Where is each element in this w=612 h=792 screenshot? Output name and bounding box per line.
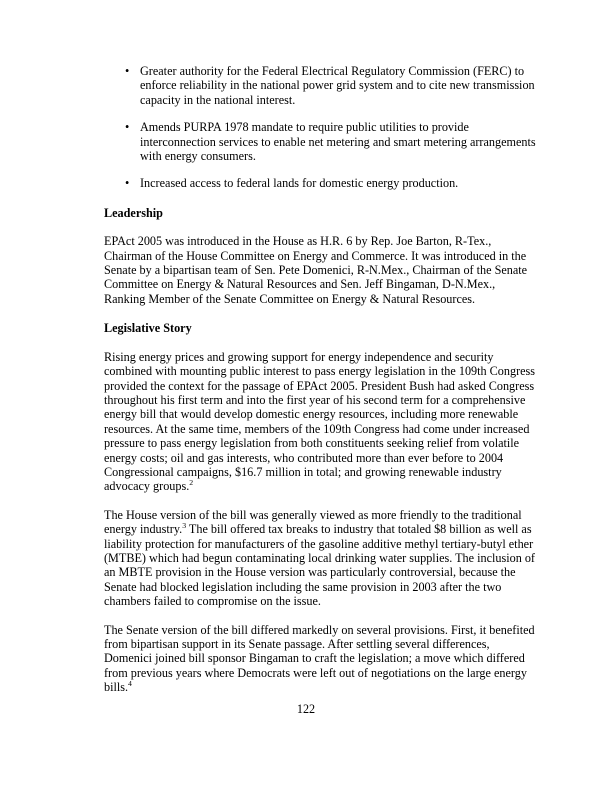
legislative-story-paragraph-3 [104,623,538,695]
list-item-text: Increased access to federal lands for domestic energy production. [140,176,459,191]
spacer [104,220,538,234]
section-heading-legislative-story: Legislative Story [104,321,192,336]
paragraph-text: The Senate version of the bill differed markedly on several provisions. First, it benefited from bipartisan support in its Senate passage. After settling several differences, Domenici joined bill sponsor Bingaman to craft the legislation; a move which differed from previous years where Democrats were left out of negotiations on the large energy bills. [104,622,535,695]
section-heading-leadership: Leadership [104,205,163,220]
spacer [104,306,538,321]
legislative-story-paragraph-1 [104,350,538,494]
list-item [104,64,538,107]
provisions-bullet-list [104,64,538,191]
bullet-icon: • [125,176,130,191]
paragraph-text-part-b: The bill offered tax breaks to industry that totaled $8 billion as well as liability protection for manufacturers of the gasoline additive methyl tertiary-butyl ether (MTBE) which had begun contaminating local drinking water supplies. The inclusion of an MBTE provision in the House version was particularly controversial, because the Senate had blocked legislation including the same provision in 2003 after the two chambers failed to compromise on the issue. [104,522,535,609]
spacer [104,494,538,508]
footnote-reference: 3 [182,521,187,531]
leadership-paragraph: EPAct 2005 was introduced in the House as H.R. 6 by Rep. Joe Barton, R-Tex., Chairman of the House Committee on Energy and Commerce. It was introduced in the Senate by a bipartisan team of Sen. Pete Domenici, R-N.Mex., Chairman of the Senate Committee on Energy & Natural Resources and Sen. Jeff Bingaman, D-N.Mex., Ranking Member of the Senate Committee on Energy & Natural Resources. [104,234,528,306]
list-item [104,120,538,163]
bullet-icon: • [125,120,130,135]
list-item-text: Greater authority for the Federal Electrical Regulatory Commission (FERC) to enforce reliability in the national power grid system and to cite new transmission capacity in the national interest. [140,64,535,107]
page-content [104,64,538,695]
bullet-icon: • [125,64,130,78]
spacer [104,609,538,623]
spacer [104,191,538,206]
legislative-story-paragraph-2 [104,508,538,609]
list-item [104,176,538,190]
paragraph-text: Rising energy prices and growing support for energy independence and security combined with mounting public interest to pass energy legislation in the 109th Congress provided the context for the passage of EPAct 2005. President Bush had asked Congress throughout his first term and into the first year of his second term for a comprehensive energy bill that would develop domestic energy resources, including more renewable resources. At the same time, members of the 109th Congress had come under increased pressure to pass energy legislation from both constituents seeking relief from volatile energy costs; oil and gas interests, who contributed more than ever before to 2004 Congressional campaigns, $16.7 million in total; and growing renewable industry advocacy groups. [104,349,536,494]
list-item-text: Amends PURPA 1978 mandate to require public utilities to provide interconnection services to enable net metering and smart metering arrangements with energy consumers. [140,120,536,164]
paragraph-text-part-a: The House version of the bill was generally viewed as more friendly to the traditional energy industry. [104,507,522,537]
page-number: 122 [296,702,316,716]
footnote-reference: 4 [128,679,132,689]
footnote-reference: 2 [189,478,194,488]
spacer [104,336,538,350]
